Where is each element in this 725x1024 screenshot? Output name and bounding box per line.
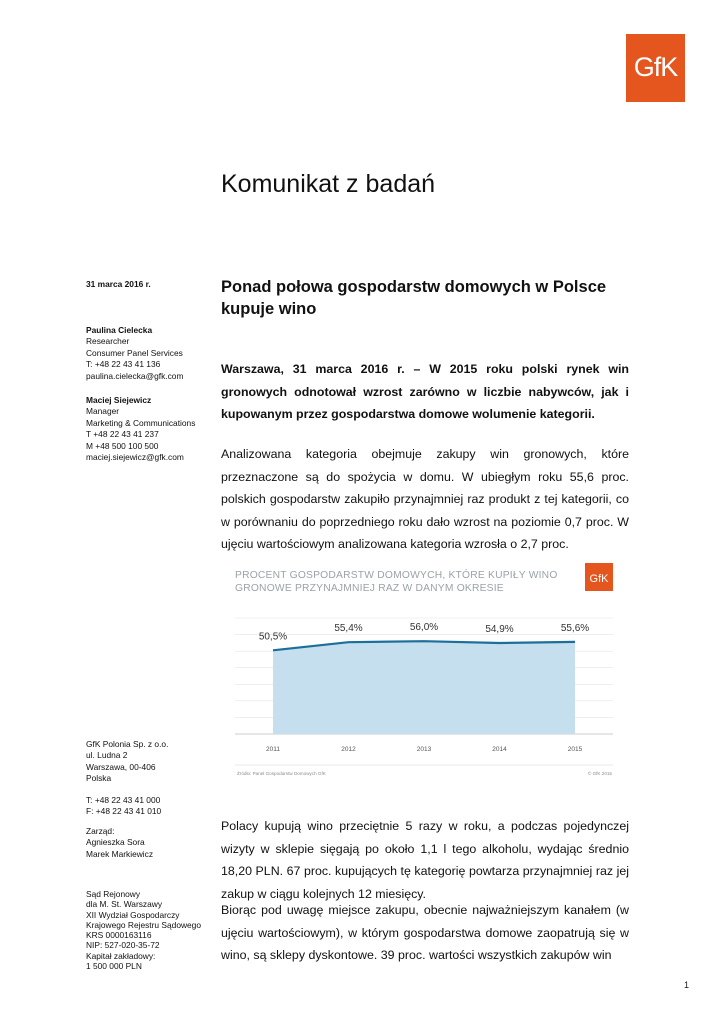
contact-line: Marketing & Communications <box>86 417 196 428</box>
address-line: GfK Polonia Sp. z o.o. <box>86 739 169 749</box>
date: 31 marca 2016 r. <box>86 279 151 289</box>
registry-line: KRS 0000163116 <box>86 930 152 941</box>
registry-line: Sąd Rejonowy <box>86 889 141 899</box>
address-line: Polska <box>86 773 112 784</box>
contact-line: Manager <box>86 406 120 417</box>
gfk-logo-text: GfK <box>633 52 678 82</box>
contact-line: Researcher <box>86 336 130 347</box>
chart-title-line-2: GRONOWE PRZYNAJMNIEJ RAZ W DANYM OKRESIE <box>235 583 504 594</box>
contact-name: Maciej Siejewicz <box>86 395 152 405</box>
gfk-logo <box>626 34 685 102</box>
contact-line: M +48 500 100 500 <box>86 440 159 451</box>
registry-line: Krajowego Rejestru Sądowego <box>86 919 201 930</box>
chart-area-fill <box>273 641 575 734</box>
headline: Ponad połowa gospodarstw domowych w Polsce kupuje wino <box>221 278 607 318</box>
chart-x-tick-label: 2015 <box>567 746 583 753</box>
chart-value-label: 54,9% <box>485 624 514 636</box>
chart-value-label: 50,5% <box>258 631 288 643</box>
chart-title-line-1: PROCENT GOSPODARSTW DOMOWYCH, KTÓRE KUPIŁY WINO <box>235 570 558 581</box>
chart-x-tick-label: 2011 <box>266 746 280 753</box>
company-phones <box>86 795 161 818</box>
address-line: ul. Ludna 2 <box>86 750 128 761</box>
contact-block-1 <box>86 325 183 382</box>
chart-x-tick-label: 2014 <box>492 746 507 753</box>
chart-copyright: © GfK 2015 <box>587 771 612 776</box>
contact-email[interactable]: paulina.cielecka@gfk.com <box>86 370 184 381</box>
phone-line: T: +48 22 43 41 000 <box>86 795 161 805</box>
fax-line: F: +48 22 43 41 010 <box>86 806 162 817</box>
registry-line: 1 500 000 PLN <box>86 961 142 972</box>
registry-line: dla M. St. Warszawy <box>86 899 163 910</box>
chart-value-labels <box>259 622 589 642</box>
body-paragraph-2: Polacy kupują wino przeciętnie 5 razy w roku, a podczas pojedynczej wizyty w sklepie sięgają po około 1,1 l tego alkoholu, wydając średnio 18,20 PLN. 67 proc. kupujących tę kategorię powtarza przynajmniej raz jej zakup w ciągu kolejnych 12 miesięcy. <box>221 819 629 901</box>
company-address <box>86 739 168 785</box>
document-title: Komunikat z badań <box>221 170 436 198</box>
contact-block-2 <box>86 395 195 463</box>
chart-gfk-logo-text: GfK <box>589 573 609 585</box>
contact-email[interactable]: maciej.siejewicz@gfk.com <box>86 452 184 463</box>
chart-value-label: 56,0% <box>409 622 439 634</box>
body-paragraph-3: Biorąc pod uwagę miejsce zakupu, obecnie najważniejszym kanałem (w ujęciu wartościowym), w którym gospodarstwa domowe zaopatrują się w wino, są sklepy dyskontowe. 39 proc. wartości wszystkich zakupów win <box>221 903 629 963</box>
board-line: Agnieszka Sora <box>86 837 145 848</box>
contact-line: Consumer Panel Services <box>86 347 183 358</box>
lead-paragraph: Warszawa, 31 marca 2016 r. – W 2015 roku polski rynek win gronowych odnotował wzrost zarówno w liczbie nabywców, jak i kupowanym przez gospodarstwa domowe wolumenie kategorii. <box>221 362 629 422</box>
chart-x-tick-label: 2012 <box>341 746 356 753</box>
contact-name: Paulina Cielecka <box>86 325 153 335</box>
body-paragraph-1: Analizowana kategoria obejmuje zakupy win gronowych, które przeznaczone są do spożycia w domu. W ubiegłym roku 55,6 proc. polskich gospodarstw zakupiło przynajmniej raz produkt z tej kategorii, co w porównaniu do poprzedniego roku dało wzrost na poziomie 0,7 proc. W ujęciu wartościowym analizowana kategoria wzrosła o 2,7 proc. <box>221 447 629 552</box>
contact-line: T: +48 22 43 41 136 <box>86 359 161 370</box>
company-board <box>86 826 153 860</box>
households-wine-chart <box>229 558 617 782</box>
chart-value-label: 55,6% <box>560 622 590 634</box>
registry-line: NIP: 527-020-35-72 <box>86 940 160 951</box>
registry-line: Kapitał zakładowy: <box>86 950 156 961</box>
contact-line: T +48 22 43 41 237 <box>86 429 159 440</box>
chart-x-tick-label: 2013 <box>416 746 432 753</box>
board-line: Zarząd: <box>86 826 115 836</box>
company-registry <box>86 889 201 971</box>
address-line: Warszawa, 00-406 <box>86 761 156 772</box>
chart-value-label: 55,4% <box>334 623 363 635</box>
registry-line: XII Wydział Gospodarczy <box>86 909 180 920</box>
board-line: Marek Markiewicz <box>86 848 154 859</box>
chart-source: Źródło: Panel Gospodarstw Domowych GfK <box>237 771 326 776</box>
chart-x-tick-labels <box>266 746 583 753</box>
page-number: 1 <box>684 980 690 990</box>
